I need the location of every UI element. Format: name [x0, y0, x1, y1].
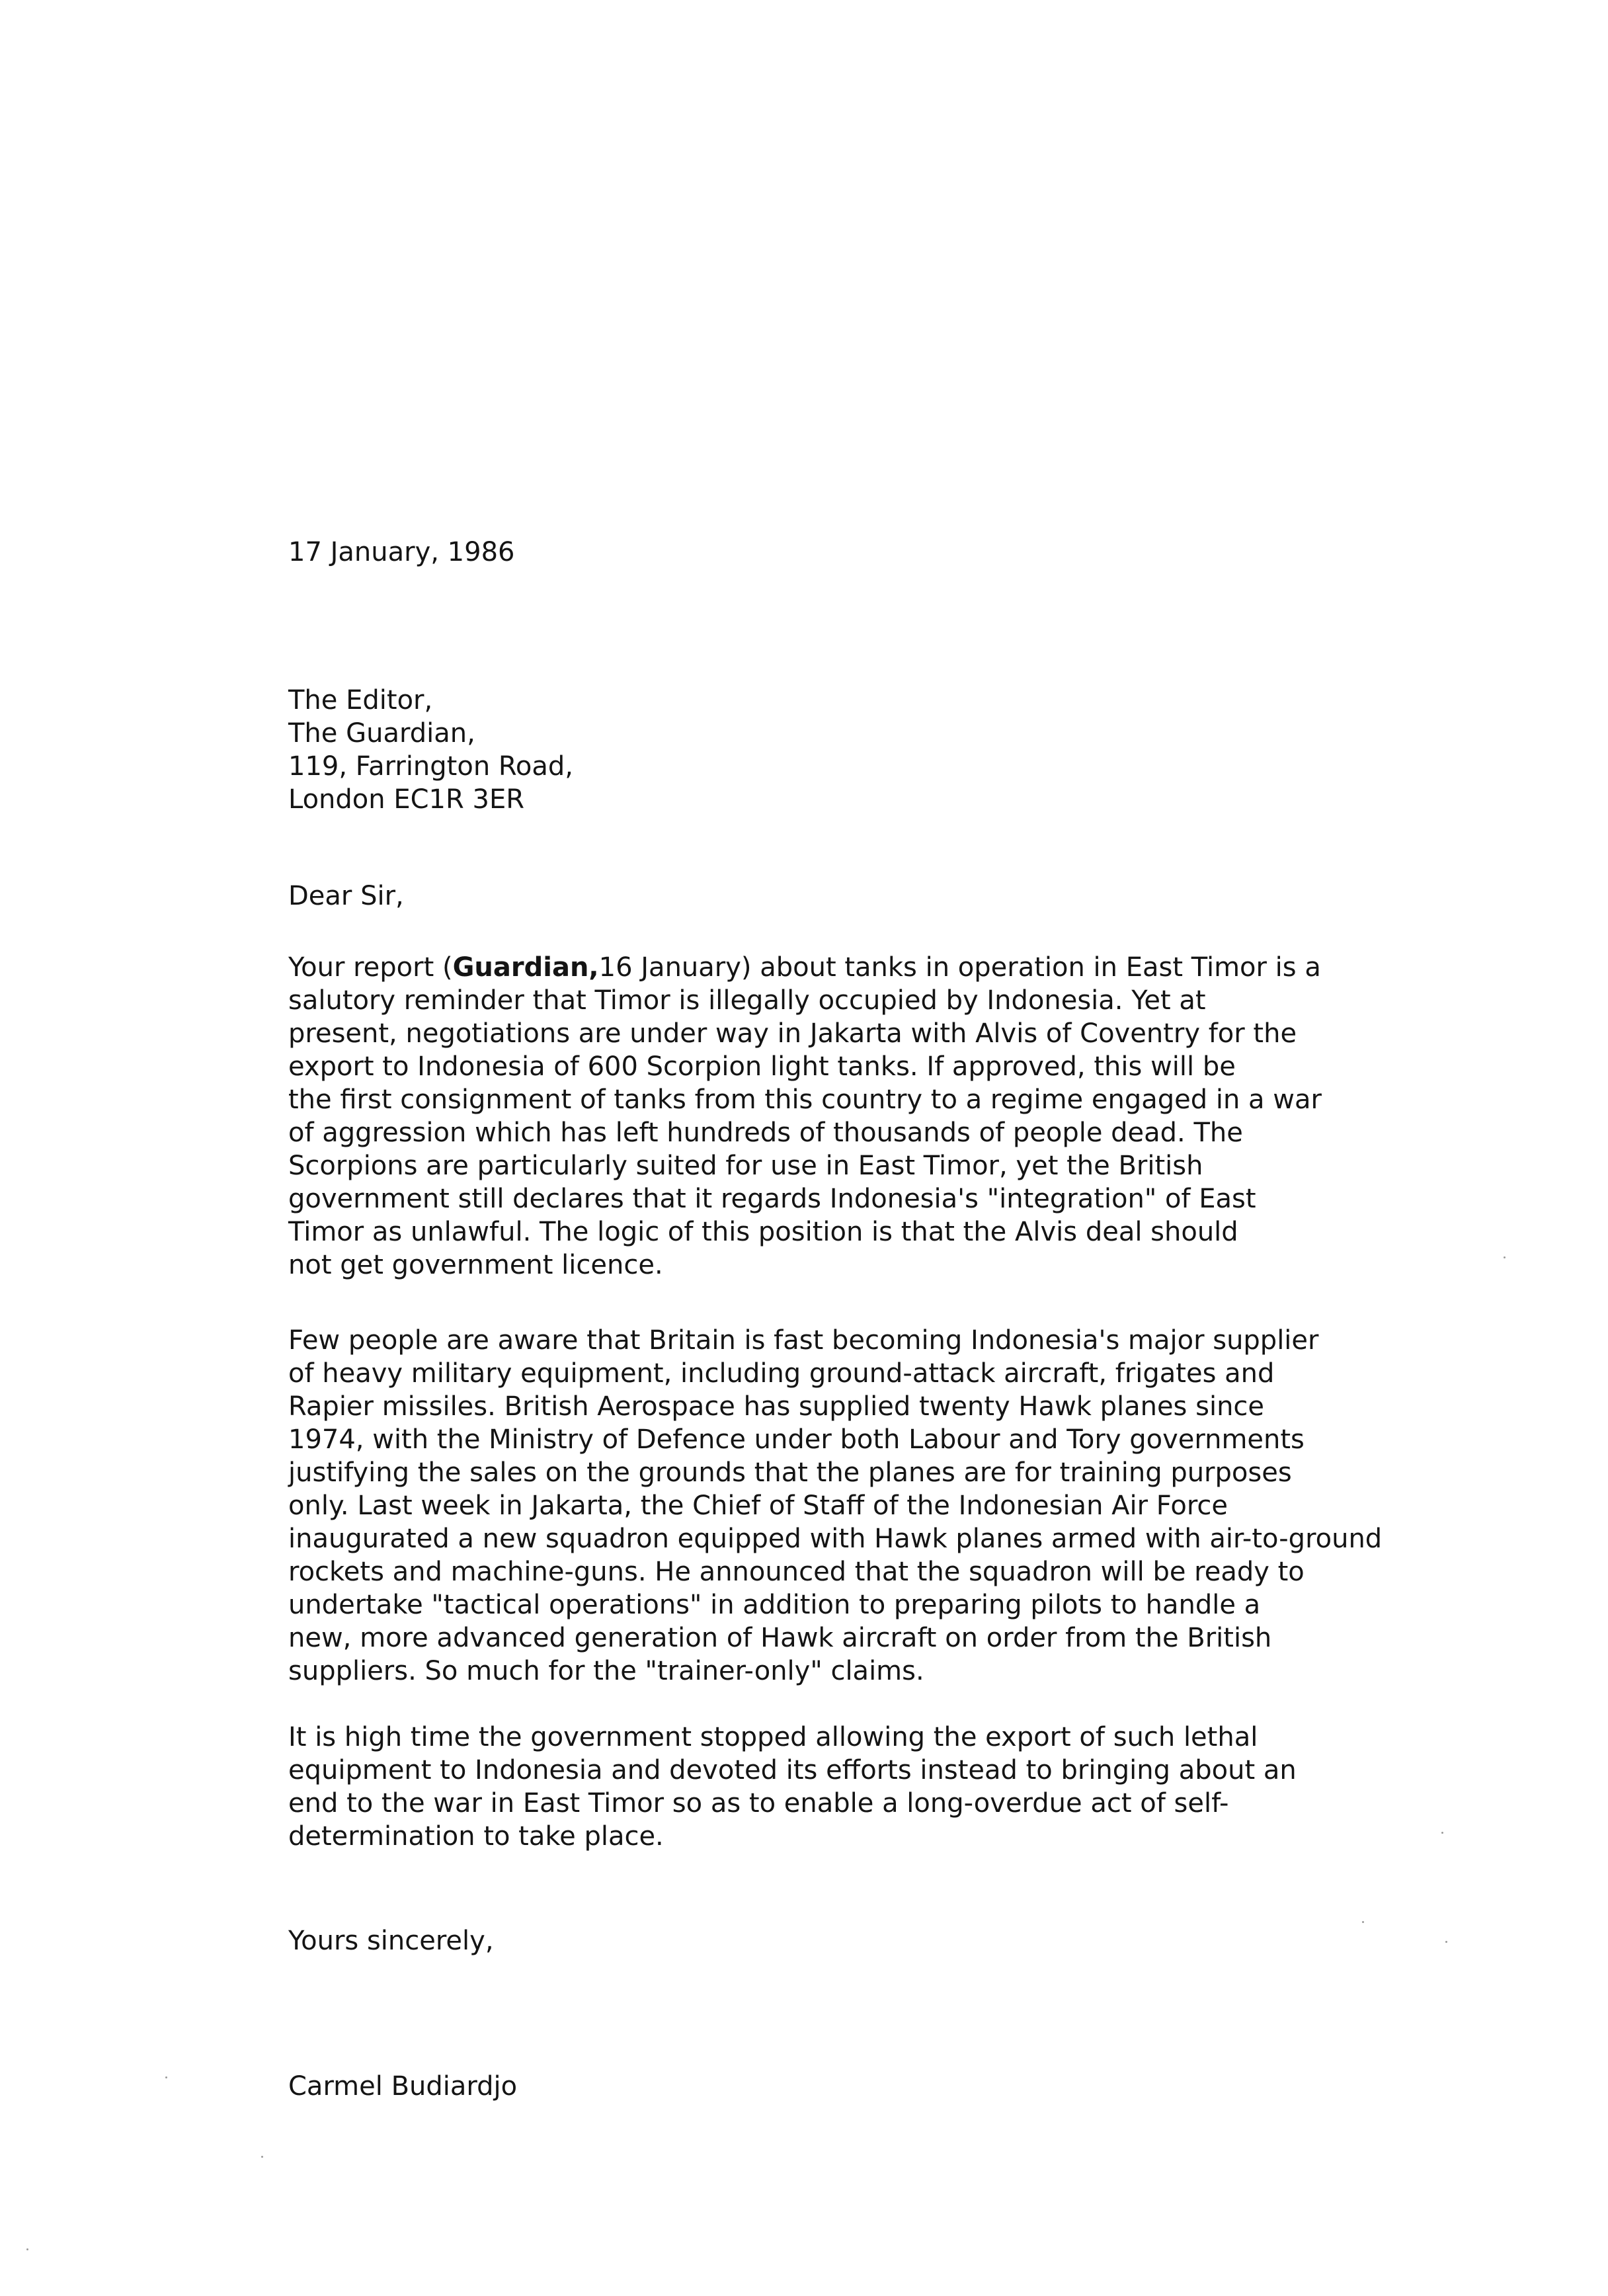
address-line: The Editor, [288, 685, 433, 716]
scan-speck [1504, 1256, 1506, 1258]
paragraph-2: Few people are aware that Britain is fast becoming Indonesia's major supplier of heavy military equipment, including ground-attack aircraft, frigates and Rapier missiles. British Aerospace has supplied twenty Hawk planes since 1974, with the Ministry of Defence under both Labour and Tory governments justifying the sales on the grounds that the planes are for training purposes only. Last week in Jakarta, the Chief of Staff of the Indonesian Air Force inaugurated a new squadron equipped with Hawk planes armed with air-to-ground rockets and machine-guns. He announced that the squadron will be ready to undertake "tactical operations" in addition to preparing pilots to handle a new, more advanced generation of Hawk aircraft on order from the British suppliers. So much for the "trainer-only" claims. [288, 1325, 1383, 1686]
signature-name: Carmel Budiardjo [288, 2071, 518, 2102]
scan-speck [1445, 1941, 1447, 1943]
scan-speck [1441, 1832, 1443, 1834]
address-line: 119, Farrington Road, [288, 751, 573, 782]
recipient-address [288, 684, 1452, 816]
scan-speck [1362, 1921, 1364, 1923]
paragraph-1-text: 16 January) about tanks in operation in East Timor is a salutory reminder that Timor is illegally occupied by Indonesia. Yet at present, negotiations are under way in Jakarta with Alvis of Coventry for the export to Indonesia of 600 Scorpion light tanks. If approved, this will be the first consignment of tanks from this country to a regime engaged in a war of aggression which has left hundreds of thousands of people dead. The Scorpions are particularly suited for use in East Timor, yet the British government still declares that it regards Indonesia's "integration" of East Timor as unlawful. The logic of this position is that the Alvis deal should not get government licence. [288, 952, 1322, 1280]
salutation: Dear Sir, [288, 881, 404, 911]
closing: Yours sincerely, [288, 1926, 494, 1956]
newspaper-name: Guardian, [452, 952, 599, 983]
scan-speck [261, 2156, 263, 2158]
scan-speck [26, 2248, 28, 2250]
letter-body [288, 536, 1452, 2103]
address-line: London EC1R 3ER [288, 784, 525, 815]
letter-date: 17 January, 1986 [288, 537, 515, 567]
paragraph-1 [288, 951, 1452, 1282]
scan-speck [165, 2076, 167, 2078]
paragraph-1-lead: Your report ( [288, 952, 453, 983]
address-line: The Guardian, [288, 718, 475, 749]
paragraph-3: It is high time the government stopped allowing the export of such lethal equipment to Indonesia and devoted its efforts instead to bringing about an end to the war in East Timor so as to enable a long-overdue act of self- determination to take place. [288, 1722, 1297, 1852]
